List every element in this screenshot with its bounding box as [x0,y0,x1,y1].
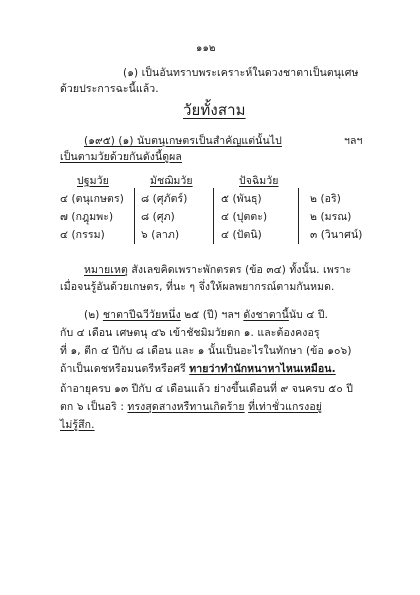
table-header-2-text: ปัจฉิมวัย [239,175,279,187]
table-cell: ๘ (ศุภัตร์) [141,193,188,205]
paragraph-3-line-4-text: ถ้าเป็นเดชหรือมนตรีหรือศรี [60,363,190,375]
table-header-1 [150,174,193,188]
paragraph-2-head: (๑๙๕) (๑) นับตนุเกษตรเป็นสำคัญแต่นั้นไป [84,135,282,147]
paragraph-1-line-1: (๑) เป็นอันทราบพระเคราะห์ในดวงชาตาเป็นตนุเศษ [123,67,359,79]
paragraph-3-line-7-text: ไม่รู้สึก. [60,419,95,431]
paragraph-3-line-4 [60,362,336,376]
table-cell: ๔ (ปุตตะ) [221,211,268,223]
note-line-1 [84,263,351,277]
paragraph-3-line-2: กับ ๔ เดือน เศษตนุ ๔๖ เข้าชัชมิมวัยตก ๑. และต้องคงอรุ [60,327,320,339]
paragraph-1-line-2: ด้วยประการฉะนี้แล้ว. [60,83,159,95]
paragraph-3-post: นับ ๔ ปี. [288,309,329,321]
paragraph-3-emphasis-2: ดังชาตานี้ [243,309,289,321]
paragraph-3-number: (๒) [84,309,100,321]
paragraph-3-mid: ๒๕ (ปี) ฯลฯ [180,309,244,321]
paragraph-2-line-2 [60,150,182,164]
paragraph-3-line-4-emphasis: ทายว่าทำนักหนาหาไหนเหมือน. [189,363,336,375]
table-cell: ๒ (มรณ) [310,211,352,223]
paragraph-3-line-6-emphasis-2: ที่เท่าชั่วแกรงอยู่ [248,401,323,413]
table-cell: ๖ (ลาภ) [141,229,180,241]
table-divider-2 [213,188,214,244]
section-title: วัยทั้งสาม [183,101,246,119]
table-divider-1 [134,188,135,244]
table-header-2 [239,174,279,188]
table-header-0-text: ปฐมวัย [77,175,109,187]
paragraph-2-line-1 [84,134,282,148]
paragraph-3-line-1 [84,308,328,322]
page-number: ๑๑๒ [196,43,216,54]
table-cell: ๓ (วินาศน์) [310,229,363,241]
paragraph-2-line-2-text: เป็นตามวัยด้วยกันดังนี้ดูผล [60,151,182,163]
note-line-1-text: สังเลขคิดเพราะพักตรตร (ข้อ ๓๔) ทั้งนั้น. เพราะ [131,264,352,276]
table-cell: ๒ (อริ) [310,193,341,205]
note-line-2: เมื่อจนรู้อันด้วยเกษตร, ที่นะ ๆ จึ่งให้ผลพยากรณ์ตามกันหมด. [60,281,335,293]
table-cell: ๕ (พันธุ) [221,193,262,205]
paragraph-3-line-5: ถ้าอายุครบ ๑๓ ปีกับ ๔ เดือนแล้ว ย่างขึ้นเดือนที่ ๙ จนครบ ๕๐ ปี [60,383,354,395]
table-divider-3 [298,188,299,244]
paragraph-2-tail: ฯลฯ [344,135,363,147]
paragraph-3-line-6-emphasis-1: ทรงสุดสางหรืทานเกิดร้าย [127,401,245,413]
paragraph-3-line-6 [60,400,322,414]
paragraph-3-emphasis-1: ชาตาปีฉวีวัยหนึ่ง [102,309,181,321]
table-cell: ๔ (กรรม) [60,229,105,241]
table-cell: ๘ (ศุภ) [141,211,175,223]
note-label: หมายเหตุ [84,264,128,276]
table-header-0 [77,174,109,188]
paragraph-3-line-6-text: ตก ๖ เป็นอริ : [60,401,128,413]
table-cell: ๗ (กฎุมพะ) [60,211,114,223]
paragraph-3-line-3: ที่ ๑, ตีก ๔ ปีกับ ๘ เดือน และ ๑ นั้นเป็นอะไรในทักษา (ข้อ ๑๐๖) [60,345,352,357]
table-cell: ๔ (ตนุเกษตร) [60,193,124,205]
table-header-1-text: มัชฌิมวัย [150,175,193,187]
paragraph-3-line-7 [60,418,95,432]
table-cell: ๔ (ปัตนิ) [221,229,262,241]
